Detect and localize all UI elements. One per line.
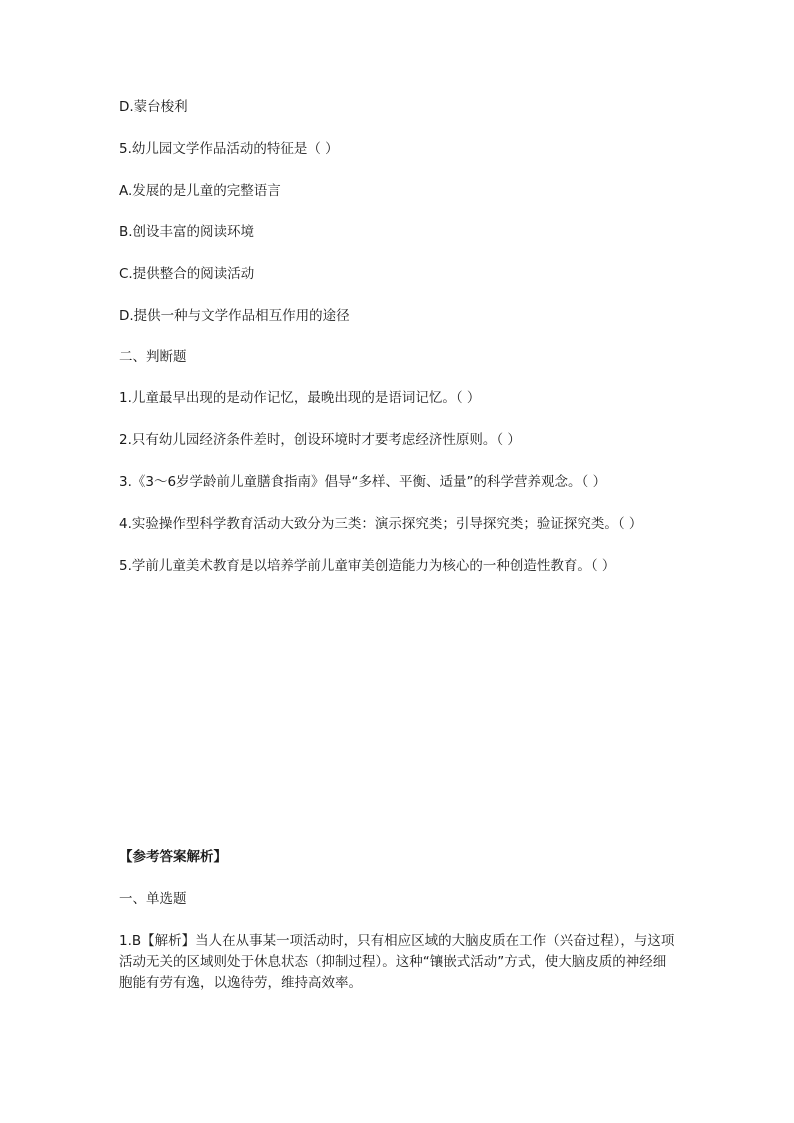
q5-option-c: C.提供整合的阅读活动 bbox=[119, 266, 255, 282]
q5-option-b: B.创设丰富的阅读环境 bbox=[119, 224, 255, 240]
q5-stem: 5.幼儿园文学作品活动的特征是（ ） bbox=[119, 141, 339, 157]
judgment-item-2: 2.只有幼儿园经济条件差时，创设环境时才要考虑经济性原则。（ ） bbox=[119, 432, 521, 448]
section-heading-judgment: 二、判断题 bbox=[119, 349, 187, 365]
q4-option-d: D.蒙台梭利 bbox=[119, 99, 188, 115]
answers-section-heading: 一、单选题 bbox=[119, 891, 187, 907]
q5-option-d: D.提供一种与文学作品相互作用的途径 bbox=[119, 308, 350, 324]
q5-option-a: A.发展的是儿童的完整语言 bbox=[119, 183, 281, 199]
answer-item-1: 1.B【解析】当人在从事某一项活动时，只有相应区域的大脑皮质在工作（兴奋过程），与这项活动无关的区域则处于休息状态（抑制过程）。这种“镶嵌式活动”方式，使大脑皮质的神经细胞能有劳有逸，以逸待劳，维持高效率。 bbox=[119, 933, 675, 991]
judgment-item-3: 3.《3～6岁学龄前儿童膳食指南》倡导“多样、平衡、适量”的科学营养观念。（ ） bbox=[119, 474, 607, 490]
answers-title: 【参考答案解析】 bbox=[119, 849, 227, 865]
judgment-item-4: 4.实验操作型科学教育活动大致分为三类：演示探究类；引导探究类；验证探究类。（ ） bbox=[119, 516, 643, 532]
judgment-item-1: 1.儿童最早出现的是动作记忆，最晚出现的是语词记忆。（ ） bbox=[119, 390, 481, 406]
judgment-item-5: 5.学前儿童美术教育是以培养学前儿童审美创造能力为核心的一种创造性教育。（ ） bbox=[119, 558, 616, 574]
